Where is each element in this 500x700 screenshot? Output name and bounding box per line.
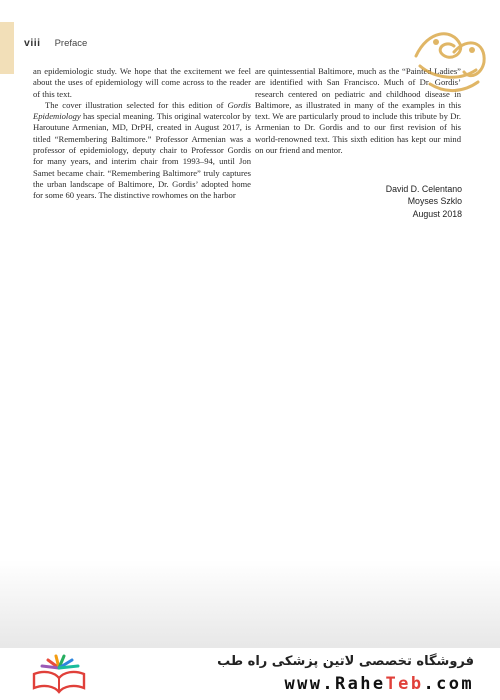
ornamental-seal-icon [406,22,492,102]
store-name: فروشگاه تخصصی لاتین پزشکی راه طب [217,654,474,669]
store-url: www.RaheTeb.com [284,674,474,694]
watermark-footer [0,648,500,700]
page-number: viii [24,37,41,49]
section-title: Preface [54,38,88,49]
bottom-gradient [0,560,500,650]
paragraph: an epidemiologic study. We hope that the excitement we feel about the uses of epidemiology will come across to the reader of this text. [33,66,251,99]
signature-block [386,183,462,220]
author-name: Moyses Szklo [407,196,462,207]
author-name: David D. Celentano [385,184,462,194]
page-edge-tab [0,22,14,74]
signature-date: August 2018 [412,208,462,219]
book-title: Gordis Epidemiology [33,99,251,122]
paragraph: The cover illustration selected for this edition of Gordis Epidemiology has special meaning. This original watercolor by Haroutune Armenian, MD, DrPH, created in August 2017, is titled “Remembering Baltimore.” Professor Armenian was a professor of epidemiology, deputy chair to Professor Gordis for many years, and interim chair from 1993–94, until Jon Samet became chair. “Remembering Baltimore” truly captures the urban landscape of Baltimore, Dr. Gordis’ adopted home for some 60 years. The distinctive rowhomes on the harbor [33,99,251,201]
open-book-logo-icon [26,654,92,698]
text-column-left [33,66,251,202]
paragraph: are quintessential Baltimore, much as the “Painted Ladies” are identified with San Francisco. Much of Dr. Gordis’ research centered on pediatric and childhood disease in Baltimore, as illustrated in many of the examples in this text. We are particularly proud to include this tribute by Dr. Armenian to Dr. Gordis and to our first revision of his world-renowned text. This sixth edition has kept our mind on our friend and mentor. [255,66,461,156]
running-head [24,37,87,49]
